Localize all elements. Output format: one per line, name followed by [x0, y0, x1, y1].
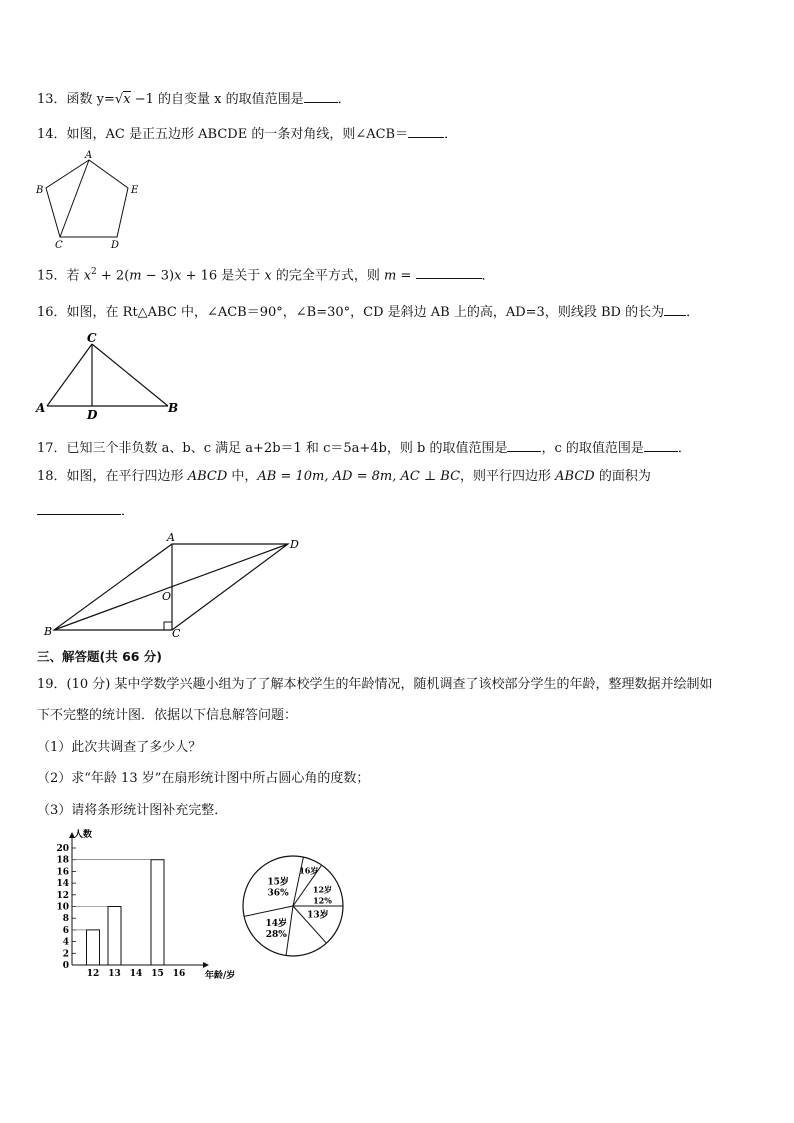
- question-19-line-1: 19．(10 分) 某中学数学兴趣小组为了了解本校学生的年龄情况，随机调查了该校部分学生的年龄，整理数据并绘制如: [37, 677, 713, 692]
- bar-13: [108, 907, 121, 966]
- q15-x2: x: [174, 268, 182, 284]
- q16-answer-blank[interactable]: [664, 302, 686, 316]
- right-angle-mark: [164, 622, 172, 630]
- side-cb: [92, 344, 168, 406]
- q18-suffix: ，则平行四边形: [460, 469, 556, 484]
- diagonal-ac: [60, 160, 89, 237]
- y-tick-label: 2: [62, 949, 69, 960]
- bar-15: [151, 860, 164, 965]
- q15-part-c: − 3): [141, 268, 175, 284]
- question-19-sub-1: （1）此次共调查了多少人？: [37, 740, 202, 755]
- bar-12: [87, 930, 100, 965]
- q16-end: ．: [686, 305, 700, 320]
- pentagon-figure: [34, 148, 144, 252]
- q18-abcd2: ABCD: [555, 469, 595, 484]
- question-18-answer-line: [37, 501, 134, 521]
- q15-exponent: 2: [91, 267, 97, 277]
- x-axis-arrow: [203, 962, 209, 968]
- question-18: [37, 468, 651, 486]
- q13-answer-blank[interactable]: [304, 89, 338, 103]
- q13-end: ．: [337, 92, 351, 107]
- y-tick-label: 18: [56, 855, 69, 866]
- x-tick-label: 14: [129, 969, 143, 979]
- q15-end: ．: [481, 268, 495, 284]
- side-ca: [47, 344, 92, 406]
- q15-answer-blank[interactable]: [416, 265, 482, 279]
- pie-slice-label: 16岁: [299, 865, 319, 876]
- x-tick-label: 13: [108, 969, 121, 979]
- q15-var-x: x: [264, 268, 272, 284]
- question-14: [37, 124, 457, 144]
- label-B: B: [36, 185, 44, 196]
- label-O: O: [162, 590, 172, 603]
- label-D: D: [111, 240, 120, 251]
- q15-eq: =: [396, 268, 416, 284]
- y-tick-label: 12: [56, 890, 69, 901]
- label-D: D: [290, 538, 299, 551]
- question-16: [37, 302, 699, 322]
- pie-slice-percent: 28%: [265, 929, 287, 940]
- bar-chart: [35, 828, 250, 980]
- q18-prefix: 18．如图，在平行四边形: [37, 469, 188, 484]
- q15-middle2: 的完全平方式，则: [271, 268, 385, 284]
- pie-slice-label: 13岁: [307, 910, 329, 921]
- q14-answer-blank[interactable]: [408, 124, 444, 138]
- pie-slice-percent: 36%: [267, 888, 289, 899]
- label-C: C: [55, 240, 63, 251]
- y-axis-label: 人数: [74, 830, 93, 840]
- label-B: B: [44, 625, 53, 638]
- y-tick-label: 14: [56, 879, 69, 890]
- q14-end: ．: [444, 127, 458, 142]
- q15-middle: 是关于: [217, 268, 265, 284]
- label-C: C: [172, 627, 181, 640]
- q13-radicand: x: [123, 92, 131, 107]
- q15-m1: m: [129, 268, 142, 284]
- q13-number: 13．: [37, 92, 67, 107]
- q14-text: 14．如图，AC 是正五边形 ABCDE 的一条对角线，则∠ACB＝: [37, 127, 409, 142]
- q15-part-b: + 2(: [96, 268, 130, 284]
- q18-end: ．: [121, 504, 135, 519]
- q17-end: ．: [677, 441, 691, 456]
- q15-var-m: m: [384, 268, 397, 284]
- question-19-sub-2: （2）求“年龄 13 岁”在扇形统计图中所占圆心角的度数；: [37, 771, 370, 786]
- x-axis-label: 年龄/岁: [205, 971, 236, 980]
- label-C: C: [87, 331, 97, 345]
- q17-mid: ，c 的取值范围是: [541, 441, 644, 456]
- label-A: A: [167, 531, 175, 544]
- x-tick-label: 16: [172, 969, 186, 979]
- y-tick-label: 10: [56, 902, 69, 913]
- label-A: A: [85, 150, 93, 161]
- q17-answer-blank-b[interactable]: [507, 438, 541, 452]
- q18-mid: 中，: [227, 469, 258, 484]
- q16-text: 16．如图，在 Rt△ABC 中，∠ACB＝90°，∠B=30°，CD 是斜边 AB 上的高，AD=3，则线段 BD 的长为: [37, 305, 665, 320]
- label-B: B: [168, 401, 179, 415]
- q13-suffix: 的自变量 x 的取值范围是: [153, 92, 304, 107]
- label-D: D: [87, 408, 98, 422]
- x-tick-label: 12: [86, 969, 100, 979]
- question-17: [37, 438, 691, 458]
- pie-slice-label: 15岁: [267, 877, 289, 888]
- label-A: A: [36, 401, 46, 415]
- pentagon-outline: [46, 160, 128, 237]
- x-tick-label: 15: [151, 969, 164, 979]
- y-tick-label: 8: [62, 914, 69, 925]
- q18-conditions: AB = 10m, AD = 8m, AC ⊥ BC: [257, 469, 461, 484]
- q15-x1: x: [83, 268, 92, 284]
- diagonal-bd: [54, 544, 288, 630]
- right-triangle-figure: [34, 330, 184, 422]
- question-19-line-2: 下不完整的统计图．依据以下信息解答问题：: [37, 708, 298, 723]
- pie-chart: [236, 850, 351, 962]
- section-3-title: 三、解答题(共 66 分): [37, 649, 163, 664]
- question-19-sub-3: （3）请将条形统计图补充完整．: [37, 803, 228, 818]
- q15-number: 15．若: [37, 268, 84, 284]
- sqrt-symbol: √: [114, 92, 124, 107]
- question-13: [37, 89, 351, 109]
- question-15: [37, 263, 495, 285]
- q13-prefix: 函数 y=: [66, 92, 115, 107]
- pie-slice-label: 12岁: [312, 884, 333, 895]
- pie-slice-label: 14岁: [265, 918, 288, 929]
- parallelogram-figure: [40, 528, 310, 640]
- q18-answer-blank[interactable]: [37, 501, 121, 515]
- label-E: E: [131, 185, 139, 196]
- pie-slice-percent: 12%: [313, 895, 332, 906]
- y-tick-label: 16: [56, 867, 69, 878]
- q18-suffix2: 的面积为: [594, 469, 651, 484]
- y-tick-label: 6: [62, 925, 69, 936]
- q17-text: 17．已知三个非负数 a、b、c 满足 a+2b＝1 和 c＝5a+4b，则 b 的取值范围是: [37, 441, 508, 456]
- q17-answer-blank-c[interactable]: [644, 438, 678, 452]
- q18-abcd: ABCD: [187, 469, 228, 484]
- q13-minus: −1: [130, 92, 154, 107]
- y-tick-label: 0: [62, 961, 69, 971]
- y-tick-label: 4: [62, 937, 69, 948]
- q15-part-d: + 16: [181, 268, 218, 284]
- y-tick-label: 20: [56, 844, 69, 854]
